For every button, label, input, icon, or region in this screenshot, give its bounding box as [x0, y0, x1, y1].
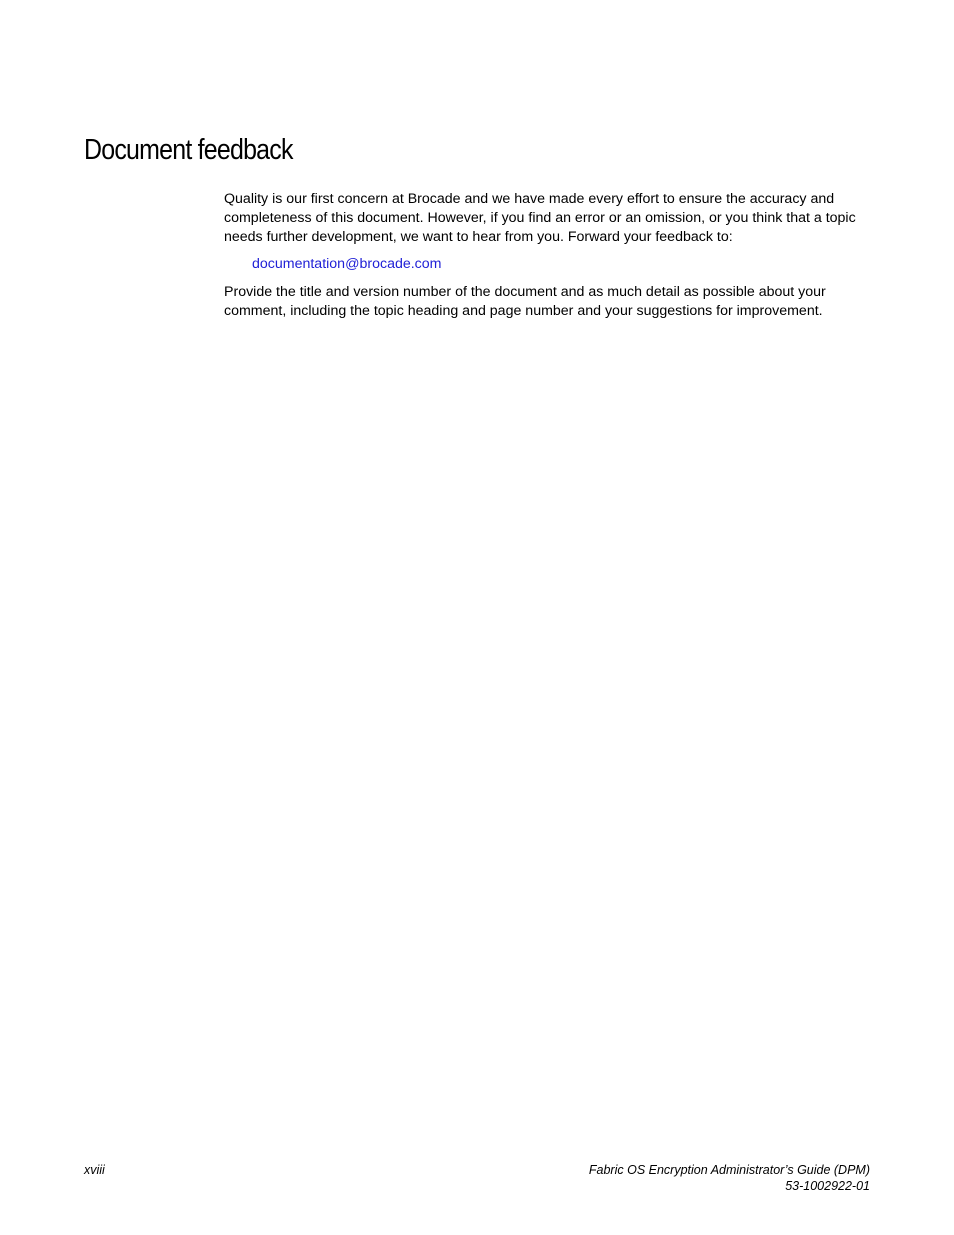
intro-paragraph: Quality is our first concern at Brocade and we have made every effort to ensure the accuracy and completeness of this document. However, if you find an error or an omission, or you think that a topic needs further development, we want to hear from you. Forward your feedback to:	[224, 191, 856, 245]
footer-document-info	[589, 1162, 870, 1194]
feedback-email-link[interactable]: documentation@brocade.com	[252, 256, 442, 272]
footer-document-title: Fabric OS Encryption Administrator’s Guide (DPM)	[588, 1163, 870, 1177]
footer-page-number: xviii	[84, 1163, 105, 1177]
feedback-email-line	[252, 255, 869, 274]
footer-document-number: 53-1002922-01	[785, 1179, 870, 1193]
section-heading: Document feedback	[84, 134, 293, 166]
section-body	[224, 190, 869, 321]
details-paragraph: Provide the title and version number of the document and as much detail as possible about your comment, including the topic heading and page number and your suggestions for improvement.	[224, 284, 826, 319]
